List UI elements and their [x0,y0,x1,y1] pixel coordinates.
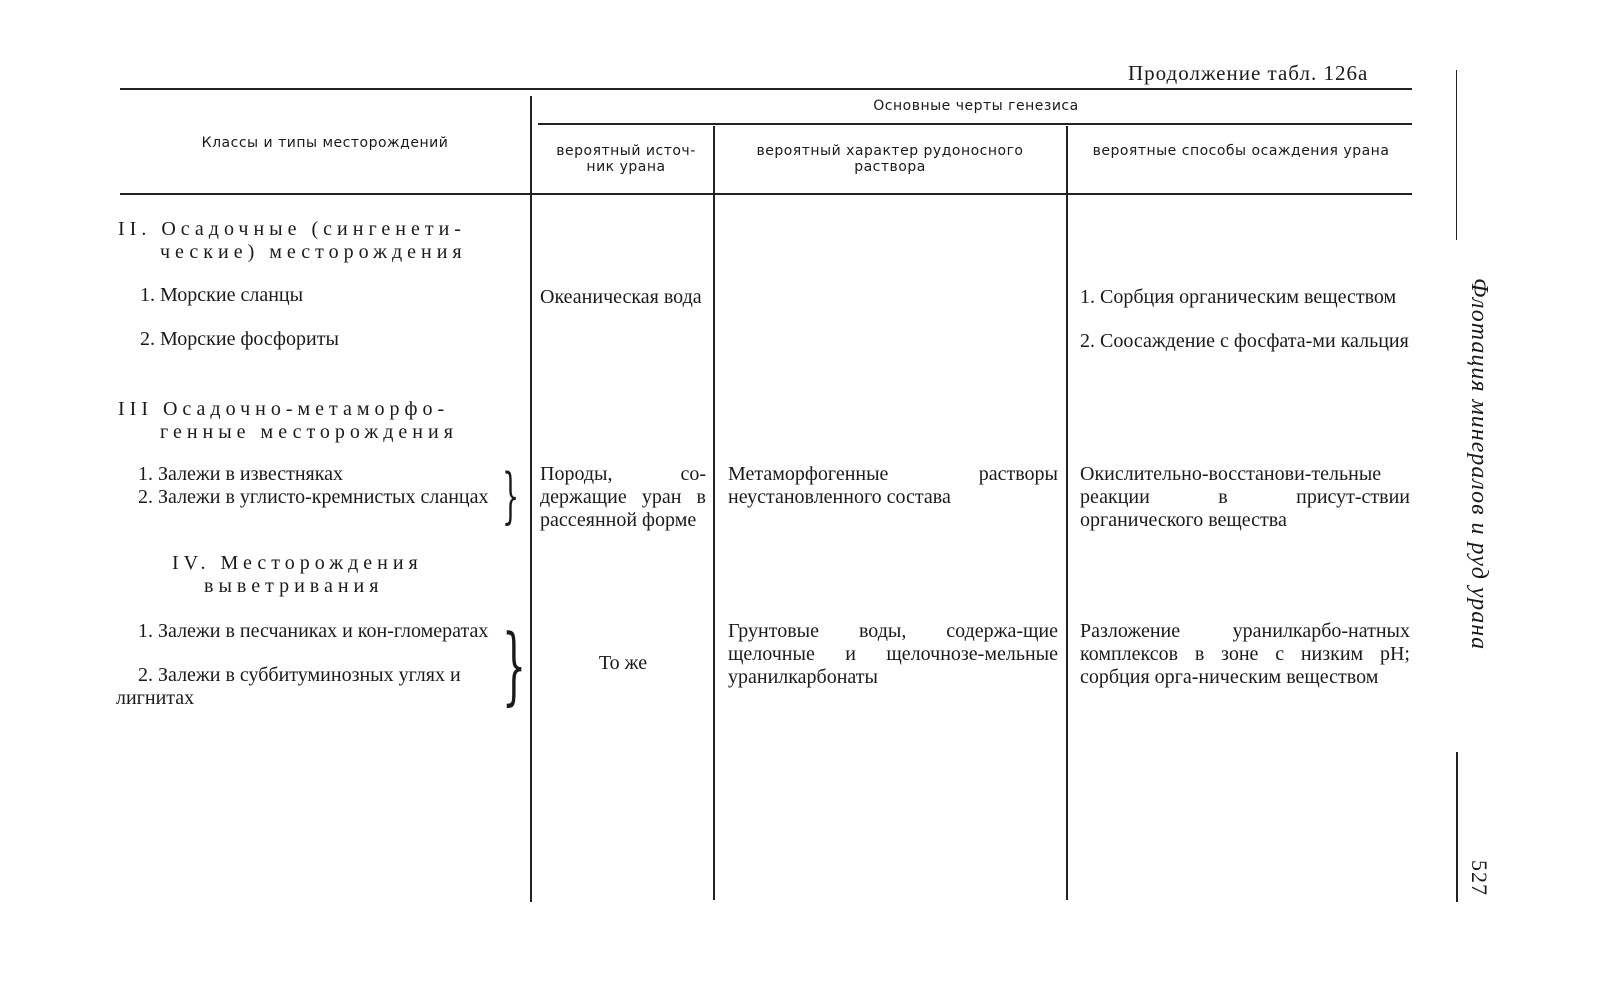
deposition-cell: 1. Сорбция органическим веществом [1080,286,1397,308]
header-genesis: Основные черты генезиса [873,98,1079,114]
list-item: 2. Залежи в суббитуминозных углях и лигнитах [116,664,461,709]
column-divider-3 [1066,126,1068,900]
solution-cell: Грунтовые воды, содержа-щие щелочные и щелочнозе-мельные уранилкарбонаты [728,620,1058,688]
source-cell: Океаническая вода [540,286,702,308]
list-item: 2. Морские фосфориты [140,328,339,350]
source-cell: Породы, со-держащие уран в рассеянной форме [540,463,706,531]
side-title: Флотация минералов и руд урана [1466,278,1492,651]
list-item: 1. Залежи в песчаниках и кон-гломератах [138,620,489,642]
header-classes: Классы и типы месторождений [201,135,449,151]
deposition-cell: Окислительно-восстанови-тельные реакции в присут-ствии органического вещества [1080,463,1410,531]
header-bottom-rule [120,193,1412,195]
section-title: IV. Месторождения [172,552,423,574]
section-title: II. Осадочные (сингенети- [118,218,466,240]
brace-icon: } [502,616,527,714]
margin-rule-bottom [1456,752,1458,902]
deposition-cell: Разложение уранилкарбо-натных комплексов в зоне с низким pH; сорбция орга-ническим веществом [1080,620,1410,688]
column-divider-1 [530,96,532,902]
section-title: генные месторождения [160,421,458,443]
header-source: вероятный источ-ник урана [556,143,696,175]
top-rule [120,88,1412,90]
list-item: 1. Морские сланцы [140,284,304,306]
header-solution: вероятный характер рудоносного раствора [756,143,1024,175]
solution-cell: Метаморфогенные растворы неустановленного состава [728,463,1058,508]
brace-icon: } [502,461,520,531]
source-cell: То же [598,652,648,674]
section-title: выветривания [204,575,384,597]
deposition-cell: 2. Соосаждение с фосфата-ми кальция [1080,330,1409,352]
genesis-rule [538,123,1412,125]
section-title: ческие) месторождения [160,241,467,263]
list-item: 1. Залежи в известняках [138,463,344,485]
column-divider-2 [713,126,715,900]
header-deposition: вероятные способы осаждения урана [1092,143,1390,159]
continuation-label: Продолжение табл. 126а [1128,61,1369,85]
list-item: 2. Залежи в углисто-кремнистых сланцах [138,486,489,508]
page-number: 527 [1467,860,1492,896]
section-title: III Осадочно-метаморфо- [118,398,450,420]
margin-rule-top [1456,70,1457,240]
